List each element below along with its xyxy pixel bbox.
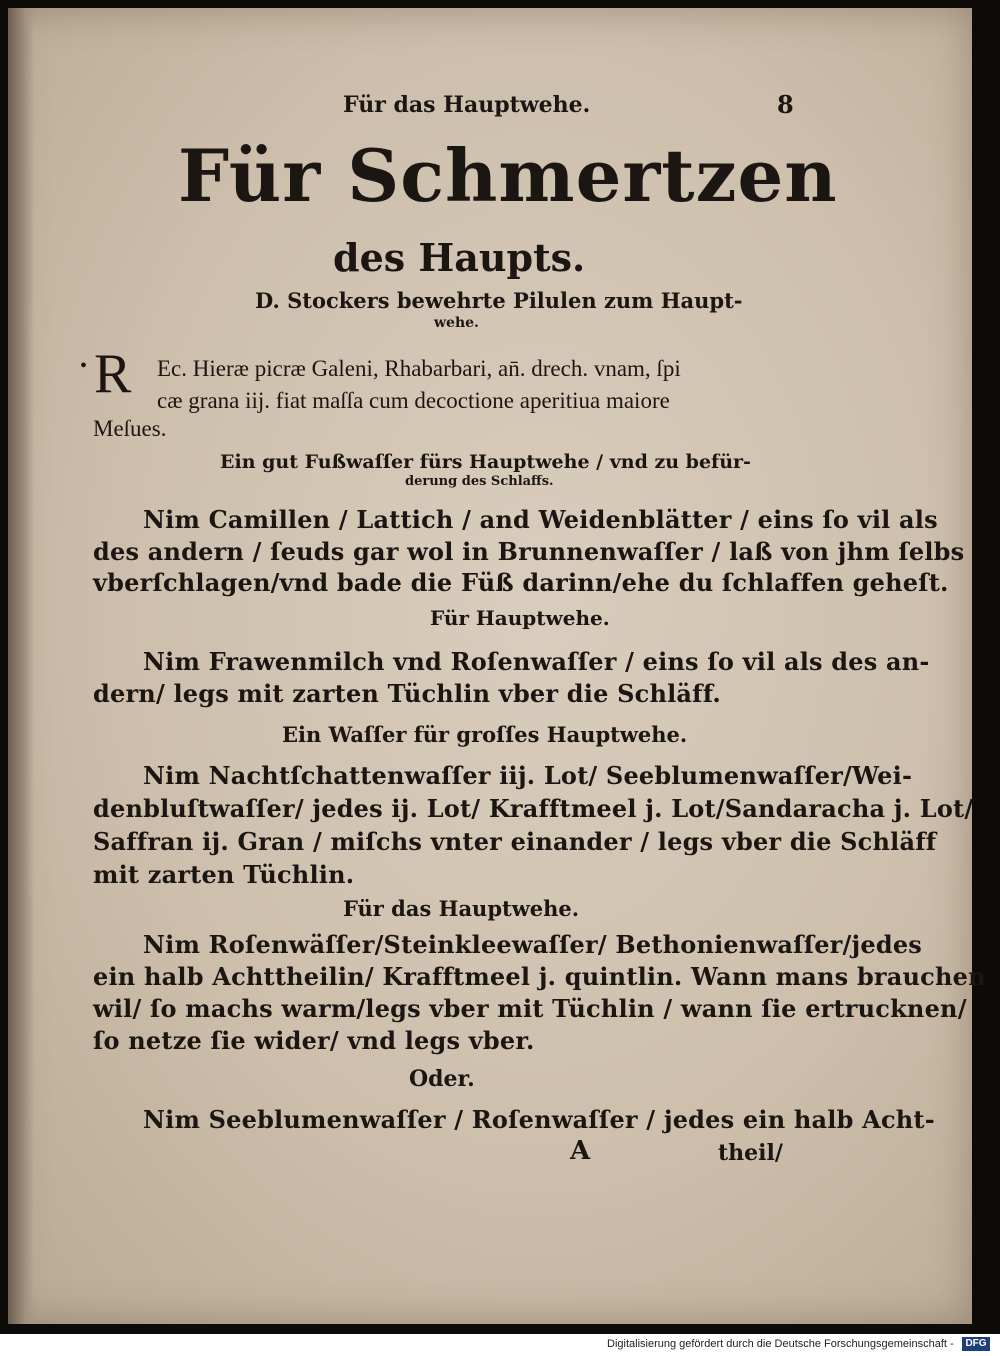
- page-number: 8: [777, 90, 794, 119]
- body-line: Saffran ij. Gran / miſchs vnter einander / legs vber die Schläff: [93, 827, 937, 856]
- body-line: Nim Nachtſchattenwaſſer iij. Lot/ Seeblumenwaſſer/Wei-: [143, 761, 913, 790]
- section-heading: Für das Hauptwehe.: [343, 896, 580, 921]
- body-line: ſo netze ſie wider/ vnd legs vber.: [93, 1026, 535, 1055]
- drop-cap: R: [94, 343, 132, 405]
- subtitle: D. Stockers bewehrte Pilulen zum Haupt-: [255, 288, 743, 313]
- section-heading: Ein gut Fußwaſſer fürs Hauptwehe / vnd zu befür-: [220, 451, 751, 473]
- page-gutter: [8, 8, 34, 1324]
- dfg-logo-icon[interactable]: DFG: [962, 1337, 990, 1351]
- subtitle-line2: wehe.: [434, 315, 479, 331]
- body-line: mit zarten Tüchlin.: [93, 860, 355, 889]
- page-title: Für Schmertzen: [178, 133, 838, 218]
- recipe-line: Ec. Hieræ picræ Galeni, Rhabarbari, an̄. drech. vnam, ſpi: [157, 356, 681, 381]
- body-line: des andern / ſeuds gar wol in Brunnenwaſſer / laß von jhm ſelbs: [93, 537, 965, 566]
- recipe-line: cæ grana iij. fiat maſſa cum decoctione aperitiua maiore: [157, 388, 670, 413]
- body-line: Nim Seeblumenwaſſer / Roſenwaſſer / jedes ein halb Acht-: [143, 1105, 935, 1134]
- section-heading: Ein Waſſer für groſſes Hauptwehe.: [282, 722, 688, 747]
- body-line: ein halb Achttheilin/ Krafftmeel j. quintlin. Wann mans brauchen: [93, 962, 986, 991]
- body-line: Nim Frawenmilch vnd Roſenwaſſer / eins ſo vil als des an-: [143, 647, 930, 676]
- body-line: vberſchlagen/vnd bade die Füß darinn/ehe du ſchlaffen geheſt.: [93, 568, 949, 597]
- catchword: theil/: [718, 1140, 783, 1166]
- body-line: wil/ ſo machs warm/legs vber mit Tüchlin / wann ſie ertrucknen/: [93, 994, 967, 1023]
- section-heading: Oder.: [409, 1066, 475, 1092]
- digitization-credit[interactable]: Digitalisierung gefördert durch die Deutsche Forschungsgemeinschaft -: [607, 1338, 954, 1350]
- body-line: dern/ legs mit zarten Tüchlin vber die Schläff.: [93, 679, 721, 708]
- recipe-line: Meſues.: [93, 416, 167, 441]
- section-heading: Für Hauptwehe.: [430, 606, 610, 630]
- initial-mark: •: [80, 355, 88, 377]
- body-line: denbluſtwaſſer/ jedes ij. Lot/ Krafftmeel j. Lot/Sandaracha j. Lot/: [93, 794, 974, 823]
- page-title-line2: des Haupts.: [333, 235, 586, 280]
- running-head: Für das Hauptwehe.: [343, 92, 591, 118]
- signature-mark: A: [570, 1136, 591, 1166]
- section-heading-line2: derung des Schlaffs.: [405, 474, 554, 489]
- body-line: Nim Camillen / Lattich / and Weidenblätter / eins ſo vil als: [143, 505, 938, 534]
- body-line: Nim Roſenwäſſer/Steinkleewaſſer/ Bethonienwaſſer/jedes: [143, 930, 923, 959]
